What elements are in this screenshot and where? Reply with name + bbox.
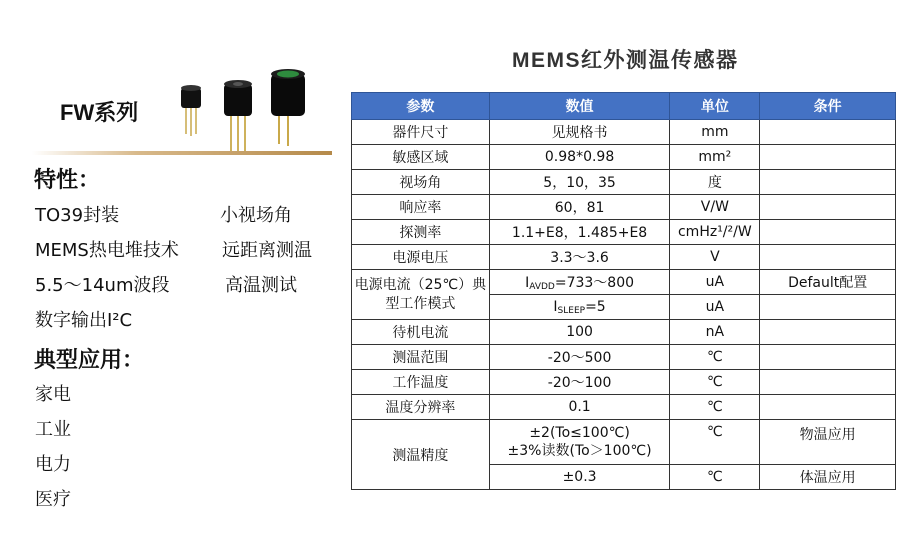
cell-param: 探测率 xyxy=(352,220,490,245)
cell-param: 工作温度 xyxy=(352,370,490,395)
application-item: 电力 xyxy=(35,454,71,475)
cell-param: 温度分辨率 xyxy=(352,395,490,420)
applications-title: 典型应用： xyxy=(34,347,145,372)
table-row xyxy=(352,345,896,370)
cell-value: ±0.3 xyxy=(489,465,670,490)
cell-condition: 物温应用 xyxy=(760,420,896,465)
spec-table xyxy=(351,92,896,490)
cell-unit: uA xyxy=(670,295,760,320)
cell-unit: V/W xyxy=(670,195,760,220)
application-item: 工业 xyxy=(35,419,71,440)
table-row xyxy=(352,270,896,295)
cell-value: 100 xyxy=(489,320,670,345)
cell-condition xyxy=(760,170,896,195)
table-header-row xyxy=(352,93,896,120)
feature-item: MEMS热电堆技术 xyxy=(35,240,179,261)
cell-value xyxy=(489,270,670,295)
cell-condition: Default配置 xyxy=(760,270,896,295)
cell-condition xyxy=(760,195,896,220)
large-sensor xyxy=(271,69,305,146)
cell-param: 敏感区域 xyxy=(352,145,490,170)
cell-param: 电源电流（25℃）典型工作模式 xyxy=(352,270,490,320)
current-prefix: I xyxy=(525,275,530,291)
accuracy-line: ±3%读数(To＞100℃) xyxy=(507,443,652,459)
current-prefix: I xyxy=(553,298,558,315)
cell-param: 待机电流 xyxy=(352,320,490,345)
accuracy-line: ±2(To≤100℃) xyxy=(529,425,630,441)
features-title: 特性： xyxy=(34,167,101,192)
cell-value: 0.98*0.98 xyxy=(489,145,670,170)
cell-param: 响应率 xyxy=(352,195,490,220)
feature-item: 小视场角 xyxy=(220,205,292,226)
cell-param: 视场角 xyxy=(352,170,490,195)
cell-value: 见规格书 xyxy=(489,120,670,145)
cell-param: 测温精度 xyxy=(352,420,490,490)
document-title: MEMS红外测温传感器 xyxy=(512,49,739,72)
cell-condition xyxy=(760,295,896,320)
header-condition: 条件 xyxy=(760,93,896,120)
cell-condition xyxy=(760,345,896,370)
cell-value: 1.1+E8，1.485+E8 xyxy=(489,220,670,245)
cell-param: 电源电压 xyxy=(352,245,490,270)
cell-unit: ℃ xyxy=(670,420,760,465)
table-row xyxy=(352,320,896,345)
table-row xyxy=(352,395,896,420)
cell-condition xyxy=(760,395,896,420)
cell-unit: V xyxy=(670,245,760,270)
table-row xyxy=(352,145,896,170)
table-row xyxy=(352,195,896,220)
table-row xyxy=(352,220,896,245)
cell-value: -20～500 xyxy=(489,345,670,370)
application-item: 家电 xyxy=(35,384,71,405)
series-title: FW系列 xyxy=(60,100,139,125)
cell-unit: ℃ xyxy=(670,465,760,490)
cell-unit: 度 xyxy=(670,170,760,195)
table-row xyxy=(352,245,896,270)
table-row xyxy=(352,170,896,195)
application-item: 医疗 xyxy=(35,489,71,510)
cell-condition xyxy=(760,145,896,170)
cell-unit: uA xyxy=(670,270,760,295)
medium-sensor xyxy=(224,80,252,154)
header-unit: 单位 xyxy=(670,93,760,120)
table-row xyxy=(352,370,896,395)
cell-condition xyxy=(760,245,896,270)
feature-item: 远距离测温 xyxy=(222,240,312,261)
small-sensor xyxy=(181,85,201,136)
feature-item: 5.5～14um波段 xyxy=(35,275,170,296)
cell-condition xyxy=(760,370,896,395)
cell-condition xyxy=(760,120,896,145)
cell-unit: ℃ xyxy=(670,395,760,420)
current-value: =733～800 xyxy=(554,275,635,291)
cell-unit: mm xyxy=(670,120,760,145)
current-subscript: AVDD xyxy=(529,282,555,292)
header-value: 数值 xyxy=(489,93,670,120)
cell-param: 器件尺寸 xyxy=(352,120,490,145)
table-row xyxy=(352,420,896,465)
cell-unit: ℃ xyxy=(670,345,760,370)
cell-value: 5，10，35 xyxy=(489,170,670,195)
feature-item: 高温测试 xyxy=(225,275,297,296)
cell-param: 测温范围 xyxy=(352,345,490,370)
current-subscript: SLEEP xyxy=(557,305,586,316)
cell-value xyxy=(489,420,670,465)
cell-value: 60，81 xyxy=(489,195,670,220)
cell-condition: 体温应用 xyxy=(760,465,896,490)
title-underline xyxy=(32,151,332,155)
sensor-product-image xyxy=(176,66,326,161)
header-param: 参数 xyxy=(352,93,490,120)
cell-unit: mm² xyxy=(670,145,760,170)
cell-unit: cmHz¹/²/W xyxy=(670,220,760,245)
feature-item: TO39封装 xyxy=(35,205,120,226)
current-value: =5 xyxy=(585,298,606,315)
cell-value xyxy=(489,295,670,320)
feature-item: 数字输出I²C xyxy=(35,310,133,331)
table-row xyxy=(352,120,896,145)
cell-value: 0.1 xyxy=(489,395,670,420)
cell-condition xyxy=(760,220,896,245)
cell-value: 3.3～3.6 xyxy=(489,245,670,270)
cell-value: -20～100 xyxy=(489,370,670,395)
cell-unit: ℃ xyxy=(670,370,760,395)
cell-condition xyxy=(760,320,896,345)
cell-unit: nA xyxy=(670,320,760,345)
